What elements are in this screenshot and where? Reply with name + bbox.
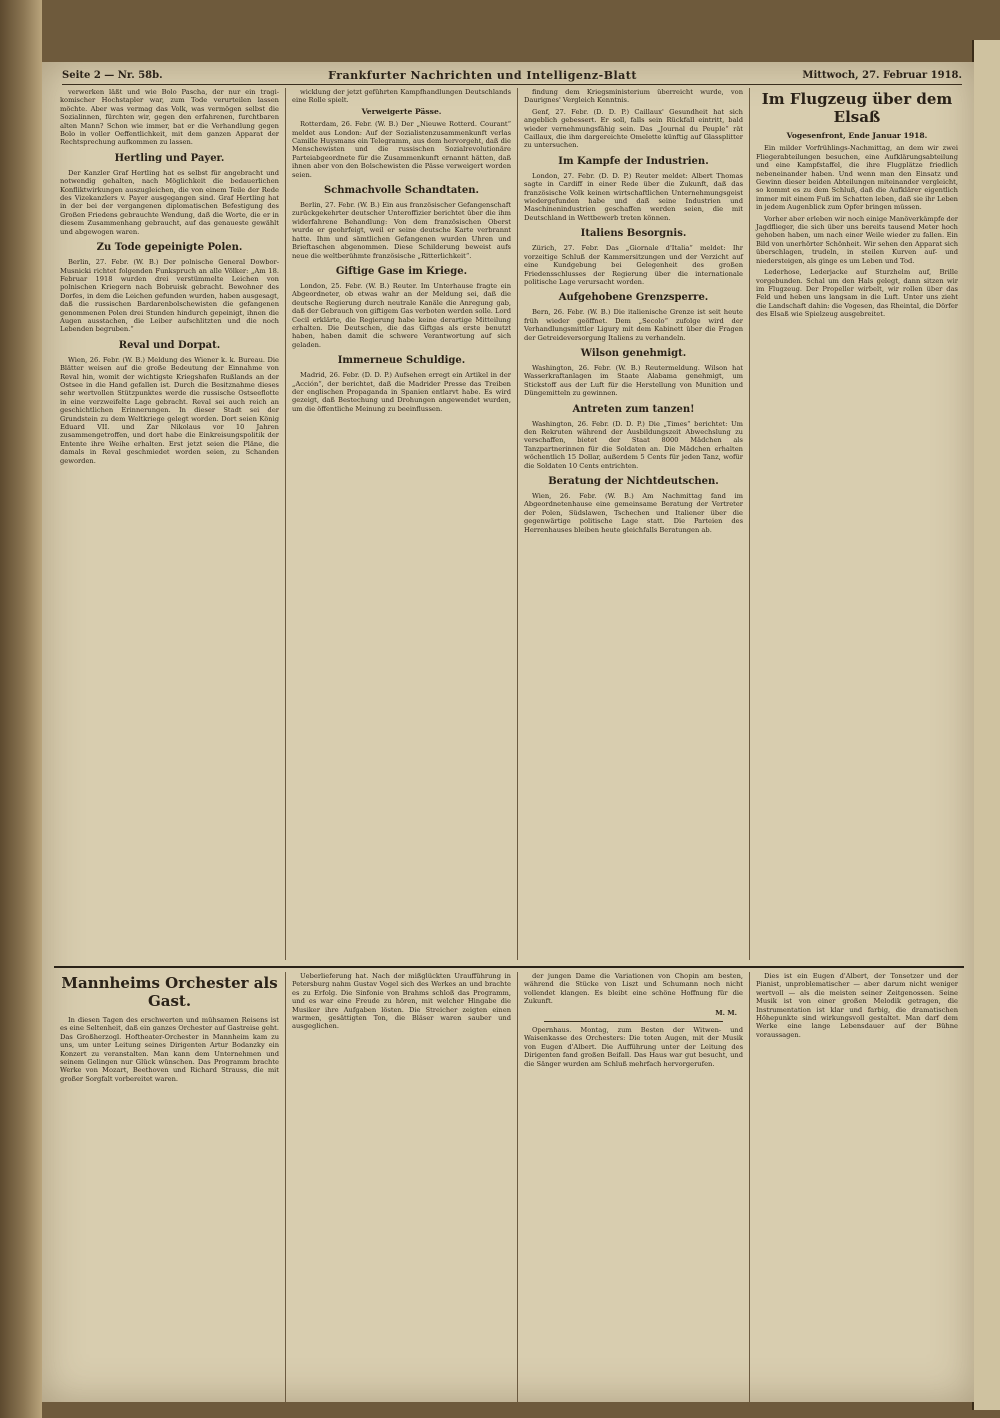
newspaper-title: Frankfurter Nachrichten und Intelligenz-Blatt	[328, 68, 637, 82]
article-heading: Im Kampfe der Industrien.	[558, 155, 709, 167]
feuilleton-section	[54, 966, 964, 1400]
article-text: Washington, 26. Febr. (D. D. P.) Die „Times“ berichtet: Um den Rekruten während der Ausbildungszeit Abwechslung zu verschaffen, bietet der Staat 8000 Mädchen als Tanzpartnerinnen für die Soldaten an. Die Mädchen erhalten wöchentlich 15 Dollar, außerdem 5 Cents für jeden Tanz, wofür die Soldaten 10 Cents entrichten.	[524, 419, 743, 470]
article-heading: Aufgehobene Grenzsperre.	[558, 292, 709, 304]
feuilleton-column-2	[286, 972, 518, 1402]
article-text: Madrid, 26. Febr. (D. D. P.) Aufsehen erregt ein Artikel in der „Acción“, der berichtet, daß die Madrider Presse das Treiben der englischen Propaganda in Spanien entlarvt habe. Es wird gezeigt, daß Bestechung und Drohungen angewendet wurden, um die öffentliche Meinung zu beeinflussen.	[292, 371, 511, 413]
article-text: Dies ist ein Eugen d'Albert, der Tonsetzer und der Pianist, unproblematischer — aber darum nicht weniger wertvoll — als die meisten seiner Zeitgenossen. Seine Musik ist von einer großen Melodik getragen, die Instrumentation ist klar und farbig, die dramatischen Höhepunkte sind wirkungsvoll gestaltet. Man darf dem Werke eine lange Lebensdauer auf der Bühne voraussagen.	[756, 972, 958, 1039]
article-text: findung dem Kriegsministerium überreicht wurde, von Daurignes' Vergleich Kenntnis.	[524, 88, 743, 105]
article-text: Vorher aber erleben wir noch einige Manöverkämpfe der Jagdflieger, die sich über uns bereits tausend Meter hoch gehoben haben, um nach einer Weile wieder zu fallen. Ein Bild von unerhörter Schönheit. Wir sehen den Apparat sich überschlagen, trudeln, in steilen Kurven auf- und niedersteigen, als ginge es um Leben und Tod.	[756, 214, 958, 265]
article-text: Zürich, 27. Febr. Das „Giornale d'Italia“ meldet: Ihr vorzeitige Schluß der Kammersitzungen und der Verzicht auf eine Kundgebung bei Gelegenheit des großen Friedensschlusses der Regierung über die internationale politische Lage verursacht worden.	[524, 244, 743, 286]
article-heading: Reval und Dorpat.	[118, 339, 221, 351]
feuilleton-column-4	[750, 972, 964, 1402]
upper-columns	[54, 88, 964, 962]
feuilleton-column-1	[54, 972, 286, 1402]
author-signature: M. M.	[715, 1008, 737, 1017]
issue-date: Mittwoch, 27. Februar 1918.	[802, 69, 962, 81]
article-text: In diesen Tagen des erschwerten und mühsamen Reisens ist es eine Seltenheit, daß ein ganzes Orchester auf Gastreise geht. Das Großherzogl. Hoftheater-Orchester in Mannheim kam zu uns, um unter Leitung seines Dirigenten Artur Bodanzky ein Konzert zu veranstalten. Man kann dem Unternehmen und seinem Gelingen nur Glück wünschen. Das Programm brachte Werke von Mozart, Beethoven und Richard Strauss, die mit großer Sorgfalt vorbereitet waren.	[60, 1016, 279, 1083]
page-header	[62, 66, 962, 85]
adjacent-page-edge	[972, 40, 1000, 1410]
article-text: Opernhaus. Montag, zum Besten der Witwen- und Waisenkasse des Orchesters: Die toten Augen, mit der Musik von Eugen d'Albert. Die Aufführung unter der Leitung des Dirigenten fand großen Beifall. Das Haus war gut besucht, und die Sänger wurden am Schluß mehrfach hervorgerufen.	[524, 1026, 743, 1068]
article-text: Rotterdam, 26. Febr. (W. B.) Der „Nieuwe Rotterd. Courant“ meldet aus London: Auf der Sozialistenzusammenkunft verlas Camille Huysmans ein Telegramm, aus dem hervorgeht, daß die Menschewisten und die russischen Sozialrevolutionäre Parteiabgeordnete für die Zusammenkunft ernannt hätten, daß ihnen aber von den Bolschewisten die Pässe verweigert worden seien.	[292, 120, 511, 179]
article-text: der jungen Dame die Variationen von Chopin am besten, während die Stücke von Liszt und Schumann noch nicht vollendet klangen. Es bleibt eine schöne Hoffnung für die Zukunft.	[524, 972, 743, 1006]
article-text: Lederhose, Lederjacke auf Sturzhelm auf, Brille vorgebunden. Schal um den Hals gelegt, dann sitzen wir im Flugzeug. Der Propeller wirbelt, wir rollen über das Feld und heben uns langsam in die Luft. Unter uns zieht die Landschaft dahin: die Vogesen, das Rheintal, die Dörfer des Elsaß wie Spielzeug ausgebreitet.	[756, 268, 958, 319]
article-heading: Italiens Besorgnis.	[580, 228, 687, 240]
article-text: Ein milder Vorfrühlings-Nachmittag, an dem wir zwei Fliegerabteilungen besuchen, eine Aufklärungsabteilung und eine Kampfstaffel, die ihre Flugplätze friedlich nebeneinander haben. Und wenn man den Einsatz und Gewinn dieser beiden Abteilungen miteinander vergleicht, so kommt es zu dem Schluß, daß die Aufklärer eigentlich immer mit einem Fuß im Schatten leben, daß sie ihr Leben in jedem Augenblick zum Opfer bringen müssen.	[756, 144, 958, 212]
column-3	[518, 88, 750, 960]
article-heading: Verweigerte Pässe.	[361, 106, 442, 116]
article-text: verwerken läßt und wie Bolo Pascha, der nur ein tragi-komischer Hochstapler war, zum Tode verurteilen lassen möchte. Aber was vermag das Volk, was vermögen selbst die Sozialinnen, fürchten wir, gegen den erfahrenen, furchtbaren alten Mann? Schon wie immer, bat er die Verhandlung gegen Bolo in voller Oeffentlichkeit, mit dem ganzen Apparat der Rechtsprechung aufkommen zu lassen.	[60, 88, 279, 147]
article-heading: Beratung der Nichtdeutschen.	[548, 476, 719, 487]
column-4	[750, 88, 964, 960]
column-2	[286, 88, 518, 960]
article-text: London, 27. Febr. (D. D. P.) Reuter meldet: Albert Thomas sagte in Cardiff in einer Rede über die Zukunft, daß das französische Volk keinen wirtschaftlichen Unternehmungsgeist wiedergefunden habe und daß seine Industrien und Maschinenindustrien geschaffen werden seien, die mit Deutschland in Wettbewerb treten können.	[524, 171, 743, 222]
article-text: Washington, 26. Febr. (W. B.) Reutermeldung. Wilson hat Wasserkraftanlagen im Staate Alabama genehmigt, um Stickstoff aus der Luft für die Herstellung von Munition und Düngemitteln zu gewinnen.	[524, 363, 743, 398]
newspaper-page	[42, 62, 974, 1402]
article-heading: Giftige Gase im Kriege.	[335, 265, 468, 277]
article-text: Genf, 27. Febr. (D. D. P.) Caillaux' Gesundheit hat sich angeblich gebessert. Er soll, falls sein Rückfall eintritt, bald wieder vernehmungsfähig sein. Das „Journal du Peuple“ rät Caillaux, die ihm dargereichte Omelette künftig auf Glassplitter zu untersuchen.	[524, 107, 743, 150]
article-heading: Hertling und Payer.	[114, 152, 225, 164]
book-spine	[0, 0, 42, 1418]
article-text: London, 25. Febr. (W. B.) Reuter. Im Unterhause fragte ein Abgeordneter, ob etwas wahr an der Meldung sei, daß die deutsche Regierung durch neutrale Kanäle die Anregung gab, daß der Gebrauch von giftigem Gas verboten werden solle. Lord Cecil erklärte, die Regierung habe keine derartige Mitteilung erhalten. Die Deutschen, die das Giftgas als erste benutzt haben, haben damit die schwere Verantwortung auf sich geladen.	[292, 281, 511, 349]
article-text: Bern, 26. Febr. (W. B.) Die italienische Grenze ist seit heute früh wieder geöffnet. Dem „Secolo“ zufolge wird der Verhandlungsmittler Ligury mit dem Kabinett über die Fragen der Getreideversorgung Italiens zu verhandeln.	[524, 308, 743, 342]
article-heading: Immerneue Schuldige.	[337, 355, 466, 367]
article-heading: Wilson genehmigt.	[580, 347, 687, 359]
article-text: Berlin, 27. Febr. (W. B.) Der polnische General Dowbor-Musnicki richtet folgenden Funkspruch an alle Völker: „Am 18. Februar 1918 wurden drei verstümmelte Leichen von polnischen Kriegern nach Bobruisk gebracht. Bewohner des Dorfes, in dem die Leichen gefunden wurden, haben ausgesagt, daß die russischen Bardarenbolschewisten die gefangenen genommenen Polen drei Stunden hindurch gepeinigt, ihnen die Augen ausstachen, die Leiber aufschlitzten und die noch Lebenden begruben.“	[60, 258, 279, 334]
article-heading: Zu Tode gepeinigte Polen.	[96, 242, 243, 254]
feuilleton-headline: Mannheims Orchester als Gast.	[61, 974, 278, 1010]
feuilleton-column-3	[518, 972, 750, 1402]
article-text: wicklung der jetzt geführten Kampfhandlungen Deutschlands eine Rolle spielt.	[292, 88, 511, 105]
column-1	[54, 88, 286, 960]
article-text: Wien, 26. Febr. (W. B.) Meldung des Wiener k. k. Bureau. Die Blätter weisen auf die große Bedeutung der Einnahme von Reval hin, womit der wichtigste Kriegshafen Rußlands an der Ostsee in die Hand gefallen ist. Durch die Besitznahme dieses sehr wertvollen Stützpunktes werde die russische Ostseeflotte in eine verzweifelte Lage gebracht. Reval sei auch reich an geschichtlichen Erinnerungen. In dieser Stadt sei der Grundstein zu dem Weltkriege gelegt worden. Dort seien König Eduard VII. und Zar Nikolaus vor 10 Jahren zusammengetroffen, und dort habe die Einkreisungspolitik der Entente ihre Weihe erhalten. Erst jetzt seien die Pläne, die damals in Reval geschmiedet worden seien, zu Schanden geworden.	[60, 355, 279, 465]
dateline: Vogesenfront, Ende Januar 1918.	[786, 131, 928, 140]
article-text: Wien, 26. Febr. (W. B.) Am Nachmittag fand im Abgeordnetenhause eine gemeinsame Beratung der Vertreter der Polen, Südslawen, Tschechen und Italiener über die gegenwärtige politische Lage statt. Die Parteien des Herrenhauses bleiben heute gleichfalls Beratungen ab.	[524, 492, 743, 534]
page-number: Seite 2 — Nr. 58b.	[62, 69, 163, 81]
feature-headline: Im Flugzeug über dem Elsaß	[761, 90, 953, 126]
article-heading: Antreten zum tanzen!	[572, 403, 695, 415]
divider	[544, 1021, 723, 1022]
article-text: Der Kanzler Graf Hertling hat es selbst für angebracht und notwendig gehalten, nach Möglichkeit die bedauerlichen Konfliktwirkungen auszugleichen, die von einem Teile der Rede des Vizekanzlers v. Payer ausgegangen sind. Graf Hertling hat in der bei der vergangenen diplomatischen Befestigung des Großen Friedens gebrauchte Wendung, daß die Worte, die er in diesem Zusammenhang gebraucht, auf das genaueste gewählt und abgewogen waren.	[60, 168, 279, 236]
article-text: Ueberlieferung hat. Nach der mißglückten Uraufführung in Petersburg nahm Gustav Vogel sich des Werkes an und brachte es zu Erfolg. Die Sinfonie von Brahms schloß das Programm, und es war eine Freude zu hören, mit welcher Hingabe die Musiker ihre Aufgaben lösten. Die Streicher zeigten einen warmen, gesättigten Ton, die Bläser waren sauber und ausgeglichen.	[292, 972, 511, 1031]
article-heading: Schmachvolle Schandtaten.	[323, 185, 480, 197]
article-text: Berlin, 27. Febr. (W. B.) Ein aus französischer Gefangenschaft zurückgekehrter deutscher Unteroffizier berichtet über die ihm widerfahrene Behandlung: Von dem französischen Oberst wurde er geohrfeigt, weil er seine deutsche Karte verbrannt hatte. Ihm und sämtlichen Gefangenen wurden Uhren und Brieftaschen abgenommen. Diese Schilderung beweist aufs neue die weltberühmte französische „Ritterlichkeit“.	[292, 201, 511, 260]
